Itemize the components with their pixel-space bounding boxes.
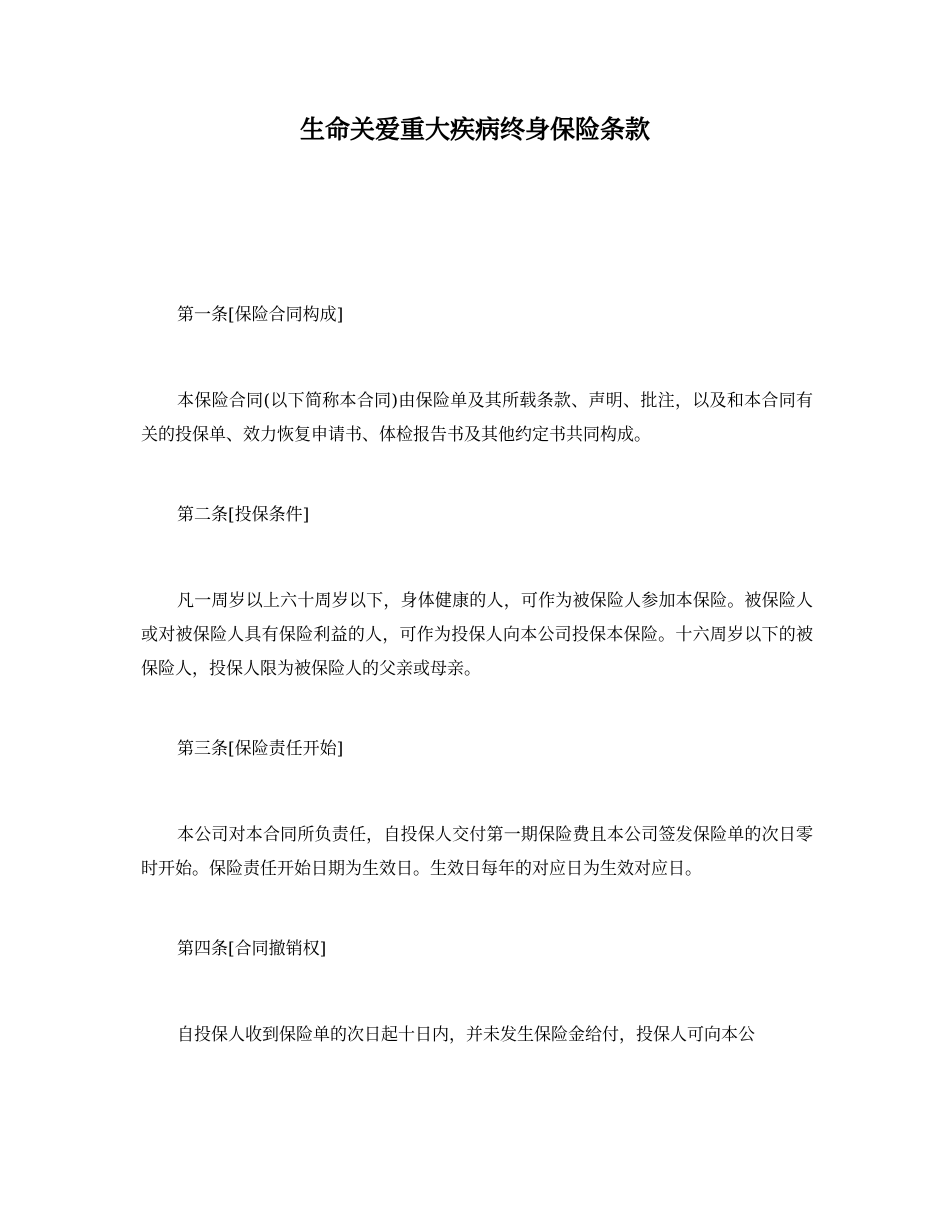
document-body: [141, 300, 813, 1052]
section-body-2: 凡一周岁以上六十周岁以下，身体健康的人，可作为被保险人参加本保险。被保险人或对被保险人具有保险利益的人，可作为投保人向本公司投保本保险。十六周岁以下的被保险人，投保人限为被保险人的父亲或母亲。: [141, 591, 813, 679]
section-body-3: 本公司对本合同所负责任，自投保人交付第一期保险费且本公司签发保险单的次日零时开始。保险责任开始日期为生效日。生效日每年的对应日为生效对应日。: [141, 825, 813, 879]
section-body-1: 本保险合同(以下简称本合同)由保险单及其所载条款、声明、批注，以及和本合同有关的投保单、效力恢复申请书、体检报告书及其他约定书共同构成。: [141, 391, 813, 445]
section-body-4: 自投保人收到保险单的次日起十日内，并未发生保险金给付，投保人可向本公: [177, 1025, 755, 1045]
section-heading-3: 第三条[保险责任开始]: [177, 739, 344, 759]
section-heading-4: 第四条[合同撤销权]: [177, 939, 327, 959]
document-title: 生命关爱重大疾病终身保险条款: [299, 115, 650, 144]
section-heading-2: 第二条[投保条件]: [177, 505, 310, 525]
section-heading-1: 第一条[保险合同构成]: [177, 305, 344, 325]
